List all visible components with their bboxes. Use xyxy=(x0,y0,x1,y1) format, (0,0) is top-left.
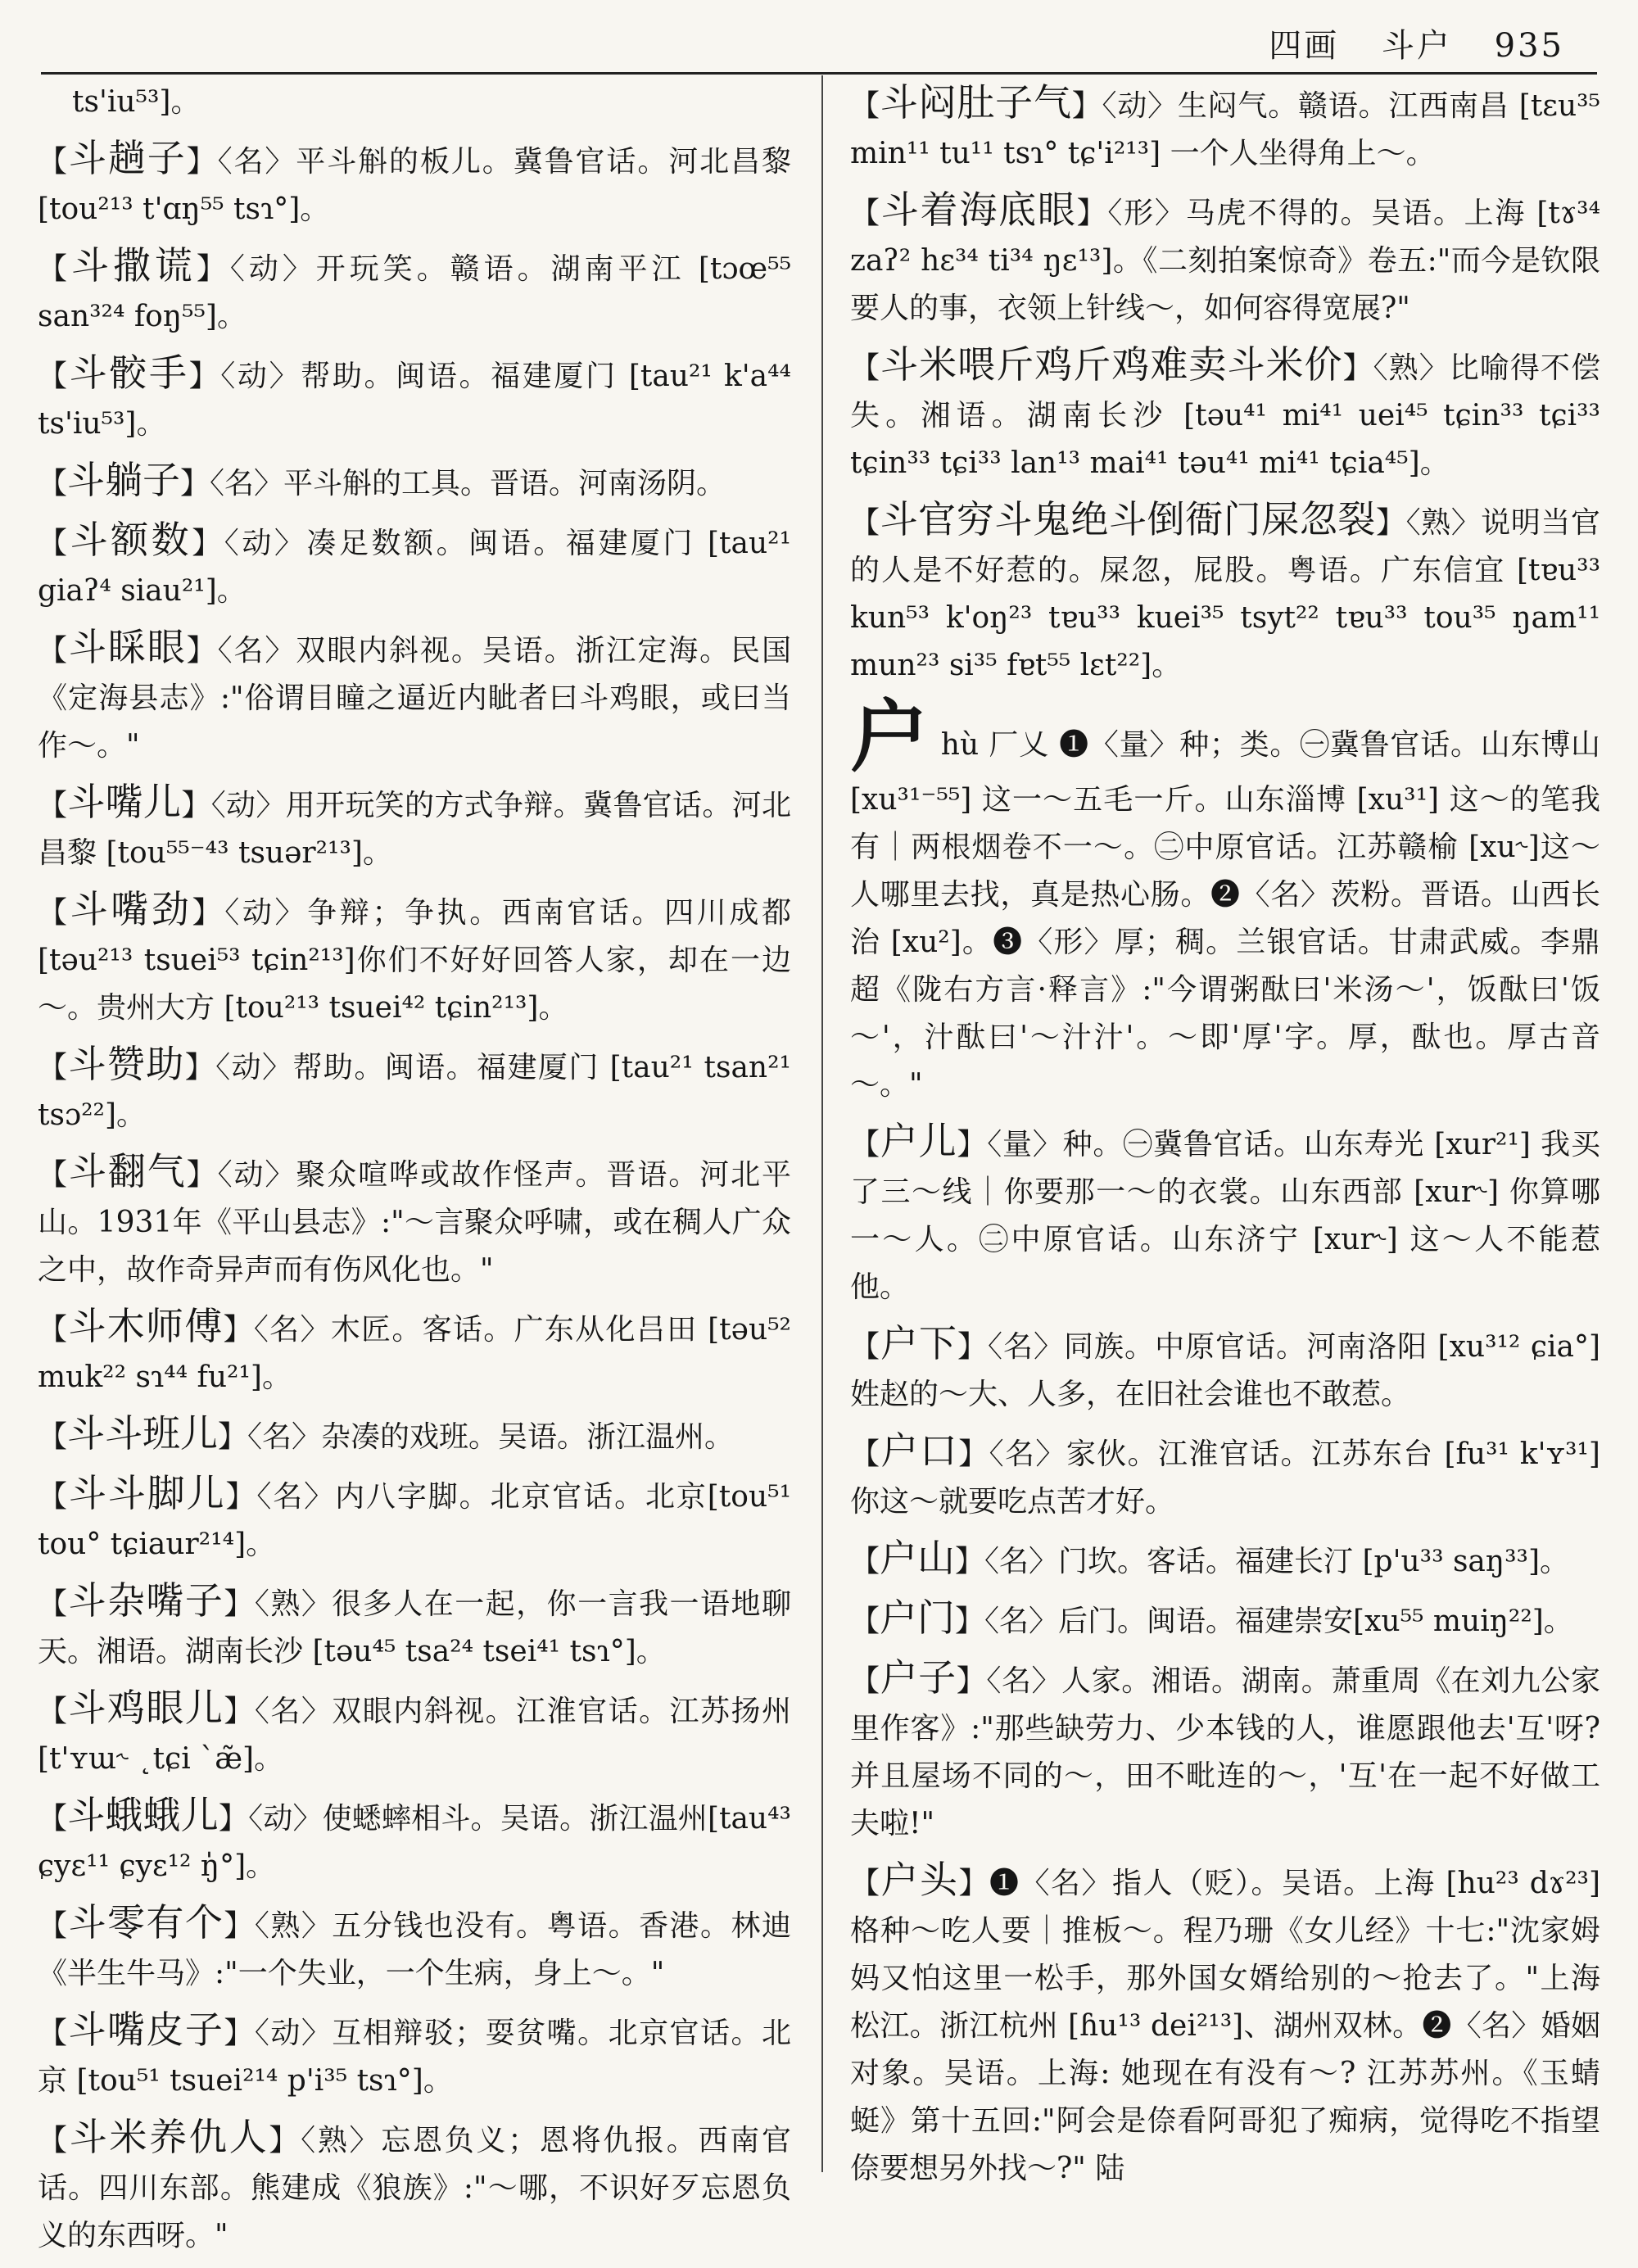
headword: 斗闷肚子气 xyxy=(880,80,1072,124)
headword: 斗蛾蛾儿 xyxy=(67,1793,219,1837)
dictionary-entry: 【户子】〈名〉人家。湘语。湖南。萧重周《在刘九公家里作客》:"那些缺劳力、少本钱的人，谁愿跟他去'互'呀? 并且屋场不同的～，田不毗连的～，'互'在一起不好做工夫啦!" xyxy=(850,1655,1600,1840)
headword: 斗翻气 xyxy=(68,1149,187,1193)
dictionary-entry: 【斗斗班儿】〈名〉杂凑的戏班。吴语。浙江温州。 xyxy=(38,1411,735,1455)
definition: 〈动〉开玩笑。赣语。湖南平江 [tɔœ⁵⁵ san³²⁴ foŋ⁵⁵]。 xyxy=(38,252,792,333)
dictionary-entry: 【斗嘴劲】〈动〉争辩；争执。西南官话。四川成都 [təu²¹³ tsuei⁵³ tɕin²¹³]你们不好好回答人家，却在一边～。贵州大方 [tou²¹³ tsuei⁴² tɕin²¹³]。 xyxy=(38,887,791,1025)
page-number: 935 xyxy=(1494,27,1564,65)
headword: 斗睬眼 xyxy=(68,625,187,669)
headword: 户子 xyxy=(880,1655,957,1700)
dictionary-entry: 【斗躺子】〈名〉平斗斛的工具。晋语。河南汤阴。 xyxy=(38,458,726,502)
headword: 斗斗脚儿 xyxy=(68,1471,226,1515)
definition: 〈名〉门坎。客话。福建长汀 [p'u³³ saŋ³³]。 xyxy=(984,1545,1569,1578)
left-column xyxy=(38,79,791,2268)
definition: 〈动〉争辩；争执。西南官话。四川成都 [təu²¹³ tsuei⁵³ tɕin²¹³]你们不好好回答人家，却在一边～。贵州大方 [tou²¹³ tsuei⁴² tɕin²¹³]。 xyxy=(38,896,791,1025)
dictionary-entry: 【斗闷肚子气】〈动〉生闷气。赣语。江西南昌 [tɛu³⁵ min¹¹ tu¹¹ tsɿ° tɕ'i²¹³] 一个人坐得角上～。 xyxy=(850,80,1600,170)
definition: 〈名〉杂凑的戏班。吴语。浙江温州。 xyxy=(247,1420,735,1454)
definition: 〈名〉双眼内斜视。江淮官话。江苏扬州 [t'ʏɯ˞ ˛tɕi ˋæ̃]。 xyxy=(38,1695,791,1776)
headword: 户山 xyxy=(880,1536,956,1580)
definition: 〈名〉平斗斛的工具。晋语。河南汤阴。 xyxy=(210,467,726,500)
section-label: 四画 xyxy=(1269,27,1340,65)
headword: 斗骹手 xyxy=(69,351,189,395)
definition: 〈名〉后门。闽语。福建崇安[xu⁵⁵ muiŋ²²]。 xyxy=(984,1605,1573,1638)
headword: 斗撒谎 xyxy=(70,243,197,287)
dictionary-entry: 【斗杂嘴子】〈熟〉很多人在一起，你一言我一语地聊天。湘语。湖南长沙 [təu⁴⁵ tsa²⁴ tsei⁴¹ tsɿ°]。 xyxy=(38,1578,791,1668)
headword: 户儿 xyxy=(880,1119,957,1163)
definition: 〈熟〉说明当官的人是不好惹的。屎忽，屁股。粤语。广东信宜 [tɐu³³ kun⁵³ k'oŋ²³ tɐu³³ kuei³⁵ tsyt²² tɐu³³ tou³⁵ ŋam¹¹ mun²³ si³⁵ fɐt⁵⁵ lɛt²²]。 xyxy=(850,506,1600,682)
definition: 〈动〉凑足数额。闽语。福建厦门 [tau²¹ giaʔ⁴ siau²¹]。 xyxy=(38,527,792,608)
headword: 斗趟子 xyxy=(68,136,187,180)
definition: 〈熟〉很多人在一起，你一言我一语地聊天。湘语。湖南长沙 [təu⁴⁵ tsa²⁴ tsei⁴¹ tsɿ°]。 xyxy=(38,1587,791,1668)
dictionary-entry: 【户口】〈名〉家伙。江淮官话。江苏东台 [fu³¹ k'ʏ³¹] 你这～就要吃点苦才好。 xyxy=(850,1428,1600,1519)
headword: 斗鸡眼儿 xyxy=(68,1686,224,1730)
definition: 〈名〉人家。湘语。湖南。萧重周《在刘九公家里作客》:"那些缺劳力、少本钱的人，谁愿跟他去'互'呀? 并且屋场不同的～，田不毗连的～，'互'在一起不好做工夫啦!" xyxy=(850,1664,1600,1840)
definition: 〈动〉帮助。闽语。福建厦门 [tau²¹ tsan²¹ tsɔ²²]。 xyxy=(38,1051,791,1132)
definition: 〈名〉家伙。江淮官话。江苏东台 [fu³¹ k'ʏ³¹] 你这～就要吃点苦才好。 xyxy=(850,1437,1600,1519)
definition: ❶〈名〉指人（贬）。吴语。上海 [hu²³ dɤ²³] 格种～吃人要｜推板～。程乃珊《女儿经》十七:"沈家姆妈又怕这里一松手，那外国女婿给别的～抢去了。"上海松江。浙江杭州 [ɦu¹³ dei²¹³]、湖州双林。❷〈名〉婚姻对象。吴语。上海: 她现在有没有～? 江苏苏州。《玉蜻蜓》第十五回:"阿会是倷看阿哥犯了痴病，觉得吃不指望倷要想另外找～?" 陆 xyxy=(850,1867,1600,2185)
dictionary-entry: 【户头】❶〈名〉指人（贬）。吴语。上海 [hu²³ dɤ²³] 格种～吃人要｜推板～。程乃珊《女儿经》十七:"沈家姆妈又怕这里一松手，那外国女婿给别的～抢去了。"上海松江。浙江杭州 [ɦu¹³ dei²¹³]、湖州双林。❷〈名〉婚姻对象。吴语。上海: 她现在有没有～? 江苏苏州。《玉蜻蜓》第十五回:"阿会是倷看阿哥犯了痴病，觉得吃不指望倷要想另外找～?" 陆 xyxy=(850,1858,1600,2185)
definition: 〈动〉聚众喧哗或故作怪声。晋语。河北平山。1931年《平山县志》:"～言聚众呼啸，或在稠人广众之中，故作奇异声而有伤风化也。" xyxy=(38,1158,791,1287)
dictionary-entry: 【斗嘴皮子】〈动〉互相辩驳；耍贫嘴。北京官话。北京 [tou⁵¹ tsuei²¹⁴ p'i³⁵ tsɿ°]。 xyxy=(38,2008,791,2098)
definition: 〈形〉马虎不得的。吴语。上海 [tɤ³⁴ zaʔ² hɛ³⁴ ti³⁴ ŋɛ¹³]。《二刻拍案惊奇》卷五:"而今是钦限要人的事，衣领上针线～，如何容得宽展?" xyxy=(850,197,1600,325)
dictionary-entry: 【斗骹手】〈动〉帮助。闽语。福建厦门 [tau²¹ k'a⁴⁴ ts'iu⁵³]。 xyxy=(38,351,791,441)
dictionary-entry: 【斗鸡眼儿】〈名〉双眼内斜视。江淮官话。江苏扬州 [t'ʏɯ˞ ˛tɕi ˋæ̃]。 xyxy=(38,1686,791,1776)
definition: 〈熟〉忘恩负义；恩将仇报。西南官话。四川东部。熊建成《狼族》:"～哪，不识好歹忘恩负义的东西呀。" xyxy=(38,2124,791,2252)
headword: 斗斗班儿 xyxy=(67,1411,219,1455)
head-chars: 斗户 xyxy=(1381,27,1452,65)
character-entry xyxy=(850,690,1600,1109)
headword: 斗杂嘴子 xyxy=(68,1578,224,1623)
headword: 斗米养仇人 xyxy=(69,2115,269,2159)
header-rule xyxy=(41,72,1597,75)
definition: 〈熟〉比喻得不偿失。湘语。湖南长沙 [təu⁴¹ mi⁴¹ uei⁴⁵ tɕin³³ tɕi³³ tɕin³³ tɕi³³ lan¹³ mai⁴¹ təu⁴¹ mi⁴¹ tɕia⁴⁵]。 xyxy=(850,351,1600,480)
dictionary-entry: 【斗零有个】〈熟〉五分钱也没有。粤语。香港。林迪《半生牛马》:"一个失业，一个生病，身上～。" xyxy=(38,1900,791,1990)
dictionary-entry: 【户下】〈名〉同族。中原官话。河南洛阳 [xu³¹² ɕia°] 姓赵的～大、人多，在旧社会谁也不敢惹。 xyxy=(850,1321,1600,1411)
main-character: 户 xyxy=(850,690,930,783)
entry-continuation: ts'iu⁵³]。 xyxy=(72,85,201,119)
right-column xyxy=(850,79,1600,2201)
definition: 〈名〉平斗斛的板儿。冀鲁官话。河北昌黎 [tou²¹³ t'ɑŋ⁵⁵ tsɿ°]。 xyxy=(38,145,791,226)
dictionary-entry: 【斗翻气】〈动〉聚众喧哗或故作怪声。晋语。河北平山。1931年《平山县志》:"～言聚众呼啸，或在稠人广众之中，故作奇异声而有伤风化也。" xyxy=(38,1149,791,1287)
dictionary-entry: 【斗木师傅】〈名〉木匠。客话。广东从化吕田 [təu⁵² muk²² sɿ⁴⁴ fu²¹]。 xyxy=(38,1304,791,1394)
dictionary-entry: 【斗米养仇人】〈熟〉忘恩负义；恩将仇报。西南官话。四川东部。熊建成《狼族》:"～哪，不识好歹忘恩负义的东西呀。" xyxy=(38,2115,791,2252)
headword: 斗米喂斤鸡斤鸡难卖斗米价 xyxy=(880,342,1343,387)
definition: 〈名〉双眼内斜视。吴语。浙江定海。民国《定海县志》:"俗谓目瞳之逼近内眦者曰斗鸡眼，或曰当作～。" xyxy=(38,634,791,763)
dictionary-entry: 【斗米喂斤鸡斤鸡难卖斗米价】〈熟〉比喻得不偿失。湘语。湖南长沙 [təu⁴¹ mi⁴¹ uei⁴⁵ tɕin³³ tɕi³³ tɕin³³ tɕi³³ lan¹³ mai⁴¹ təu⁴¹ mi⁴¹ tɕia⁴⁵]。 xyxy=(850,342,1600,480)
dictionary-entry: 【斗赞助】〈动〉帮助。闽语。福建厦门 [tau²¹ tsan²¹ tsɔ²²]。 xyxy=(38,1042,791,1132)
definition: 〈名〉同族。中原官话。河南洛阳 [xu³¹² ɕia°] 姓赵的～大、人多，在旧社会谁也不敢惹。 xyxy=(850,1330,1600,1411)
headword: 斗额数 xyxy=(70,518,192,562)
definition: 〈名〉内八字脚。北京官话。北京[tou⁵¹ tou° tɕiaur²¹⁴]。 xyxy=(38,1480,791,1561)
headword: 斗嘴皮子 xyxy=(68,2008,224,2052)
definition: 〈动〉用开玩笑的方式争辩。冀鲁官话。河北昌黎 [tou⁵⁵⁻⁴³ tsuər²¹³]。 xyxy=(38,789,791,870)
dictionary-entry: 【斗额数】〈动〉凑足数额。闽语。福建厦门 [tau²¹ giaʔ⁴ siau²¹]。 xyxy=(38,518,792,608)
headword: 斗嘴儿 xyxy=(67,780,182,824)
column-divider xyxy=(821,75,823,2172)
headword: 户口 xyxy=(880,1428,959,1473)
definition: 〈动〉生闷气。赣语。江西南昌 [tɛu³⁵ min¹¹ tu¹¹ tsɿ° tɕ'i²¹³] 一个人坐得角上～。 xyxy=(850,89,1600,170)
running-head xyxy=(1239,20,1564,66)
dictionary-entry: 【户门】〈名〉后门。闽语。福建崇安[xu⁵⁵ muiŋ²²]。 xyxy=(850,1596,1573,1640)
dictionary-entry: 【斗撒谎】〈动〉开玩笑。赣语。湖南平江 [tɔœ⁵⁵ san³²⁴ foŋ⁵⁵]。 xyxy=(38,243,792,333)
headword: 斗嘴劲 xyxy=(70,887,192,931)
headword: 斗躺子 xyxy=(67,458,181,502)
definition: 〈量〉种。㊀冀鲁官话。山东寿光 [xur²¹] 我买了三～线｜你要那一～的衣裳。山东西部 [xur˞] 你算哪一～人。㊁中原官话。山东济宁 [xur˞] 这～人不能惹他。 xyxy=(850,1128,1600,1304)
dictionary-entry: 【户儿】〈量〉种。㊀冀鲁官话。山东寿光 [xur²¹] 我买了三～线｜你要那一～的衣裳。山东西部 [xur˞] 你算哪一～人。㊁中原官话。山东济宁 [xur˞] 这～人不能惹他。 xyxy=(850,1119,1600,1304)
headword: 户门 xyxy=(880,1596,956,1640)
headword: 斗零有个 xyxy=(68,1900,224,1944)
dictionary-entry: 【斗蛾蛾儿】〈动〉使蟋蟀相斗。吴语。浙江温州[tau⁴³ ɕyɛ¹¹ ɕyɛ¹² ŋ̍°]。 xyxy=(38,1793,791,1883)
dictionary-entry: 【斗嘴儿】〈动〉用开玩笑的方式争辩。冀鲁官话。河北昌黎 [tou⁵⁵⁻⁴³ tsuər²¹³]。 xyxy=(38,780,791,870)
dictionary-entry: 【斗斗脚儿】〈名〉内八字脚。北京官话。北京[tou⁵¹ tou° tɕiaur²¹⁴]。 xyxy=(38,1471,791,1561)
headword: 斗赞助 xyxy=(68,1042,185,1086)
dictionary-entry: 【户山】〈名〉门坎。客话。福建长汀 [p'u³³ saŋ³³]。 xyxy=(850,1536,1569,1580)
headword: 斗官穷斗鬼绝斗倒衙门屎忽裂 xyxy=(880,497,1376,541)
dictionary-entry: 【斗睬眼】〈名〉双眼内斜视。吴语。浙江定海。民国《定海县志》:"俗谓目瞳之逼近内眦者曰斗鸡眼，或曰当作～。" xyxy=(38,625,791,763)
headword: 户下 xyxy=(880,1321,958,1365)
dictionary-entry: 【斗着海底眼】〈形〉马虎不得的。吴语。上海 [tɤ³⁴ zaʔ² hɛ³⁴ ti³⁴ ŋɛ¹³]。《二刻拍案惊奇》卷五:"而今是钦限要人的事，衣领上针线～，如何容得宽展?" xyxy=(850,188,1600,325)
headword: 斗着海底眼 xyxy=(880,188,1077,232)
dictionary-entry: 【斗官穷斗鬼绝斗倒衙门屎忽裂】〈熟〉说明当官的人是不好惹的。屎忽，屁股。粤语。广东信宜 [tɐu³³ kun⁵³ k'oŋ²³ tɐu³³ kuei³⁵ tsyt²² tɐu³³ tou³⁵ ŋam¹¹ mun²³ si³⁵ fɐt⁵⁵ lɛt²²]。 xyxy=(850,497,1600,682)
dictionary-entry: 【斗趟子】〈名〉平斗斛的板儿。冀鲁官话。河北昌黎 [tou²¹³ t'ɑŋ⁵⁵ tsɿ°]。 xyxy=(38,136,791,226)
headword: 户头 xyxy=(880,1858,959,1902)
definition: 〈熟〉五分钱也没有。粤语。香港。林迪《半生牛马》:"一个失业，一个生病，身上～。" xyxy=(38,1909,791,1990)
definition: 〈动〉互相辩驳；耍贫嘴。北京官话。北京 [tou⁵¹ tsuei²¹⁴ p'i³⁵ tsɿ°]。 xyxy=(38,2017,791,2098)
definition: 〈动〉帮助。闽语。福建厦门 [tau²¹ k'a⁴⁴ ts'iu⁵³]。 xyxy=(38,360,791,441)
definition: 〈动〉使蟋蟀相斗。吴语。浙江温州[tau⁴³ ɕyɛ¹¹ ɕyɛ¹² ŋ̍°]。 xyxy=(38,1802,791,1883)
definition: hù 厂乂 ❶〈量〉种；类。㊀冀鲁官话。山东博山 [xu³¹⁻⁵⁵] 这一～五毛一斤。山东淄博 [xu³¹] 这～的笔我有｜两根烟卷不一～。㊁中原官话。江苏赣榆 [xu˞]这～人哪里去找，真是热心肠。❷〈名〉茨粉。晋语。山西长治 [xu²]。❸〈形〉厚；稠。兰银官话。甘肃武威。李鼎超《陇右方言·释言》:"今谓粥酞曰'米汤～'，饭酞曰'饭～'，汁酞曰'～汁汁'。～即'厚'字。厚，酞也。厚古音～。" xyxy=(850,728,1600,1102)
definition: 〈名〉木匠。客话。广东从化吕田 [təu⁵² muk²² sɿ⁴⁴ fu²¹]。 xyxy=(38,1313,791,1394)
page-header xyxy=(0,0,1638,90)
headword: 斗木师傅 xyxy=(68,1304,224,1348)
